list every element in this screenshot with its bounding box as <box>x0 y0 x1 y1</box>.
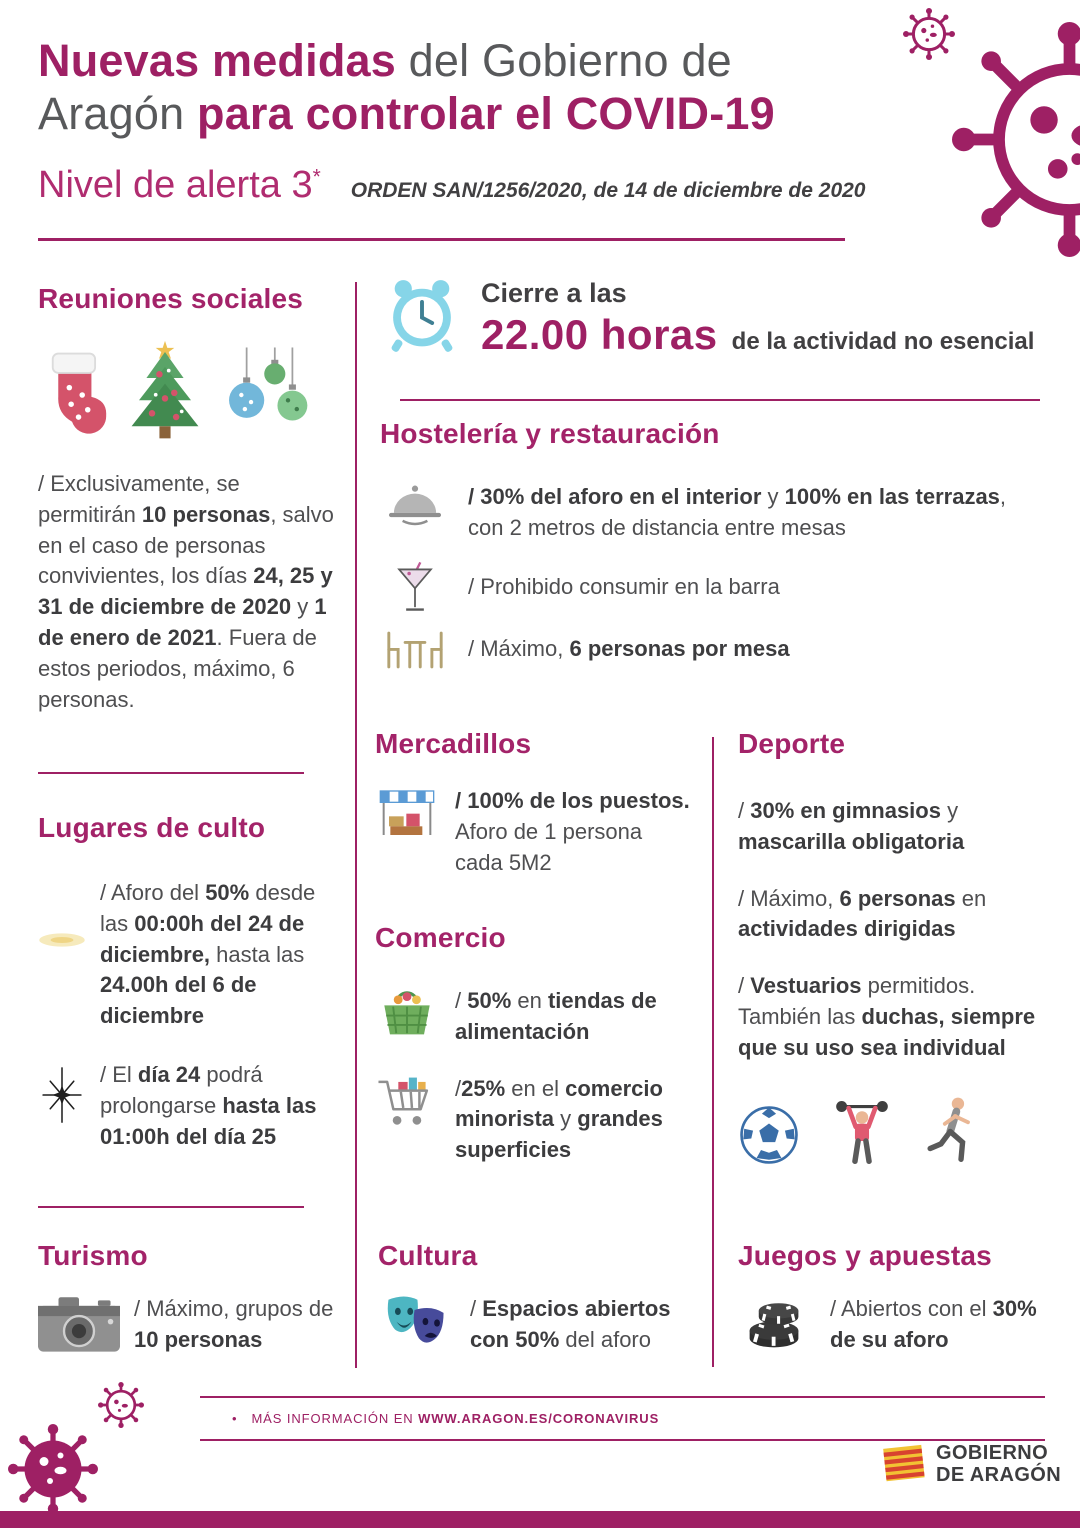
culto-text-2: / El día 24 podrá prolongarse hasta las 01:00h del día 25 <box>100 1061 317 1149</box>
alert-asterisk: * <box>312 165 321 189</box>
running-icon <box>924 1094 978 1166</box>
section-heading: Deporte <box>738 728 846 759</box>
mercadillos-item <box>375 786 693 878</box>
divider <box>355 282 357 1368</box>
section-hosteleria <box>380 418 1045 670</box>
footer-url: WWW.ARAGON.ES/CORONAVIRUS <box>418 1411 660 1426</box>
comercio-item-1 <box>375 986 693 1048</box>
section-heading: Reuniones sociales <box>38 283 304 314</box>
turismo-text: / Máximo, grupos de 10 personas <box>134 1296 334 1352</box>
curfew-banner <box>383 276 1045 359</box>
table-chairs-icon <box>383 630 447 670</box>
icon-cell <box>375 786 439 844</box>
alert-level <box>38 164 321 207</box>
curfew-intro: Cierre a las <box>481 278 627 308</box>
header-divider <box>38 238 845 241</box>
culto-text-1: / Aforo del 50% desde las 00:00h del 24 de diciembre, hasta las 24.00h del 6 de diciembre <box>100 880 316 1029</box>
hosteleria-item-1 <box>380 482 1045 544</box>
grocery-basket-icon <box>378 986 436 1040</box>
section-comercio <box>375 922 693 1166</box>
section-juegos-apuestas <box>738 1240 1048 1356</box>
icon-cell <box>380 560 450 616</box>
footer-info-prefix: MÁS INFORMACIÓN EN <box>251 1411 419 1426</box>
hosteleria-text-2: / Prohibido consumir en la barra <box>468 574 780 600</box>
cultura-item <box>378 1294 696 1356</box>
curfew-scope: de la actividad no esencial <box>731 328 1035 355</box>
alert-level-text: Nivel de alerta 3 <box>38 164 313 207</box>
virus-icon <box>952 22 1080 257</box>
culto-item-2 <box>38 1060 340 1152</box>
comercio-text-2: /25% en el comercio minorista y grandes superficies <box>455 1075 663 1163</box>
hosteleria-item-3 <box>380 630 1045 670</box>
icon-cell <box>38 1060 86 1130</box>
logo-line-1: GOBIERNO <box>936 1442 1049 1464</box>
camera-icon <box>38 1294 120 1354</box>
gobierno-aragon-logo <box>882 1442 1061 1486</box>
footer-info <box>200 1396 1045 1441</box>
culto-item-1 <box>38 878 340 1032</box>
turismo-item <box>38 1294 344 1356</box>
footer-bullet: • <box>232 1411 238 1426</box>
comercio-item-2 <box>375 1074 693 1166</box>
cocktail-icon <box>394 560 436 616</box>
christmas-ornaments-icon <box>222 347 310 443</box>
comercio-text-1: / 50% en tiendas de alimentación <box>455 988 657 1044</box>
title-rest-2: Aragón <box>38 88 198 140</box>
juegos-item <box>738 1294 1048 1356</box>
aragon-flag-icon <box>882 1443 926 1485</box>
bottom-accent-bar <box>0 1511 1080 1528</box>
christmas-tree-icon <box>122 339 208 443</box>
soccer-ball-icon <box>738 1104 800 1166</box>
hosteleria-text-1: / 30% del aforo en el interior y 100% en las terrazas, con 2 metros de distancia entre mesas <box>468 484 1007 540</box>
theater-masks-icon <box>379 1294 453 1352</box>
section-cultura <box>378 1240 696 1356</box>
section-mercadillos <box>375 728 693 878</box>
section-heading: Juegos y apuestas <box>738 1240 992 1271</box>
section-heading: Lugares de culto <box>38 812 266 843</box>
section-heading: Comercio <box>375 922 506 953</box>
section-heading: Hostelería y restauración <box>380 418 720 449</box>
curfew-line2 <box>481 311 1034 359</box>
title-accent-2: para controlar el COVID-19 <box>197 88 775 140</box>
weightlifting-icon <box>834 1094 890 1166</box>
section-lugares-de-culto <box>38 812 340 1152</box>
deporte-text-3: / Vestuarios permitidos. También las duchas, siempre que su uso sea individual <box>738 973 1036 1060</box>
poker-chips-icon <box>742 1294 806 1352</box>
order-reference: ORDEN SAN/1256/2020, de 14 de diciembre de 2020 <box>350 179 866 203</box>
divider <box>38 1206 304 1208</box>
alert-row <box>38 164 878 207</box>
logo-text <box>936 1442 1061 1486</box>
divider <box>38 772 304 774</box>
christmas-icons-row <box>38 339 340 443</box>
serving-dish-icon <box>384 482 446 530</box>
icon-cell <box>38 1294 120 1354</box>
deporte-text-2: / Máximo, 6 personas en actividades dirigidas <box>738 885 987 942</box>
curfew-text <box>481 276 1034 359</box>
cultura-text: / Espacios abiertos con 50% del aforo <box>470 1296 671 1352</box>
header <box>38 34 878 207</box>
mercadillos-text: / 100% de los puestos. Aforo de 1 persona cada 5M2 <box>455 788 690 875</box>
divider <box>400 399 1040 401</box>
section-reuniones-sociales <box>38 283 340 715</box>
virus-icon <box>903 8 955 60</box>
section-heading: Cultura <box>378 1240 478 1271</box>
page-title <box>38 34 878 140</box>
curfew-time: 22.00 horas <box>481 311 718 358</box>
juegos-text: / Abiertos con el 30% de su aforo <box>830 1296 1037 1352</box>
icon-cell <box>38 922 86 958</box>
market-stall-icon <box>377 786 437 844</box>
virus-icon <box>8 1424 98 1514</box>
icon-cell <box>375 986 439 1040</box>
icon-cell <box>375 1074 439 1132</box>
sport-icons-row <box>738 1094 1045 1166</box>
sparkle-star-icon <box>39 1060 85 1130</box>
icon-cell <box>738 1294 810 1352</box>
divider <box>712 737 714 1367</box>
section-deporte <box>738 728 1045 1166</box>
deporte-text-1: / 30% en gimnasios y mascarilla obligatoria <box>738 798 965 854</box>
virus-icon <box>98 1382 144 1428</box>
title-rest-1: del Gobierno de <box>395 35 732 86</box>
icon-cell <box>380 482 450 530</box>
hosteleria-text-3: / Máximo, 6 personas por mesa <box>468 636 790 662</box>
reuniones-text: / Exclusivamente, se permitirán 10 personas, salvo en el caso de personas convivientes, los días 24, 25 y 31 de diciembre de 2020 y 1 de enero de 2021. Fuera de estos periodos, máximo, 6 personas. <box>38 471 334 712</box>
candle-glow-icon <box>38 922 86 958</box>
shopping-cart-icon <box>376 1074 438 1132</box>
section-turismo <box>38 1240 344 1356</box>
title-accent-1: Nuevas medidas <box>38 35 396 86</box>
icon-cell <box>380 630 450 670</box>
section-heading: Mercadillos <box>375 728 532 759</box>
hosteleria-item-2 <box>380 560 1045 616</box>
alarm-clock-icon <box>383 276 461 356</box>
logo-line-2: DE ARAGÓN <box>936 1464 1062 1486</box>
christmas-stocking-icon <box>38 347 108 443</box>
icon-cell <box>378 1294 454 1352</box>
section-heading: Turismo <box>38 1240 148 1271</box>
